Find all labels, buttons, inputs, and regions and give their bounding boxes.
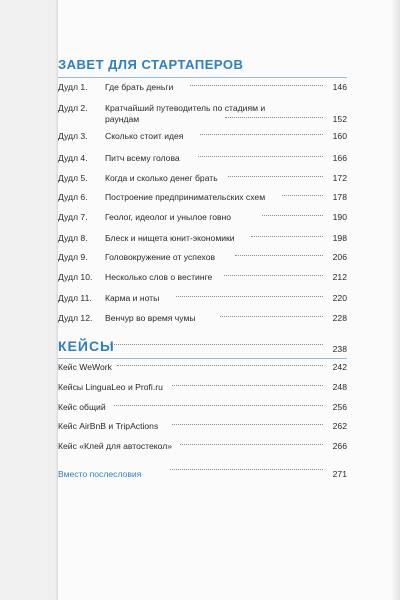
toc-entry-label: Дудл 4.	[58, 153, 88, 163]
section-title-startup-covenant: ЗАВЕТ ДЛЯ СТАРТАПЕРОВ	[58, 57, 244, 72]
toc-entry-title: Кейс WeWork	[58, 362, 112, 372]
page-number: 190	[332, 212, 347, 222]
section-divider	[58, 358, 347, 359]
page-number: 152	[332, 114, 347, 124]
leader-dots	[114, 405, 323, 406]
leader-dots	[282, 195, 323, 196]
toc-entry-title: Геолог, идеолог и унылое говно	[105, 212, 232, 222]
toc-entry-label: Дудл 1.	[58, 82, 88, 92]
page-number: 228	[332, 313, 347, 323]
toc-entry-label: Дудл 11.	[58, 293, 92, 303]
leader-dots	[117, 365, 323, 366]
toc-entry-title: Когда и сколько денег брать	[105, 173, 218, 183]
leader-dots	[190, 85, 323, 86]
toc-entry-label: Дудл 8.	[58, 233, 88, 243]
leader-dots	[198, 156, 323, 157]
page-number: 212	[332, 272, 347, 282]
page-spine-shadow	[392, 0, 400, 600]
page-number: 220	[332, 293, 347, 303]
leader-dots	[228, 176, 323, 177]
page-number: 172	[332, 173, 347, 183]
page-number: 256	[332, 402, 347, 412]
toc-entry-title: Где брать деньги	[105, 82, 174, 92]
page-number: 262	[332, 421, 347, 431]
leader-dots	[225, 117, 323, 118]
toc-entry-title: Кратчайший путеводитель по стадиям и раундам	[105, 103, 266, 124]
page-number: 242	[332, 362, 347, 372]
toc-entry-label: Дудл 9.	[58, 252, 88, 262]
page-number: 266	[332, 441, 347, 451]
page-number: 198	[332, 233, 347, 243]
page-number: 146	[332, 82, 347, 92]
leader-dots	[224, 275, 323, 276]
leader-dots	[110, 344, 323, 345]
toc-entry-label: Дудл 3.	[58, 131, 88, 141]
toc-entry-label: Дудл 5.	[58, 173, 88, 183]
page-number: 248	[332, 382, 347, 392]
page-number: 178	[332, 192, 347, 202]
toc-entry-label: Дудл 10.	[58, 272, 93, 282]
page-number: 271	[332, 469, 347, 479]
toc-entry-title: Несколько слов о вестинге	[105, 272, 213, 282]
page-number: 166	[332, 153, 347, 163]
toc-entry-title: Кейсы LinguaLeo и Profi.ru	[58, 382, 163, 392]
toc-entry-title: Кейс «Клей для автостекол»	[58, 441, 173, 451]
leader-dots	[180, 444, 323, 445]
leader-dots	[176, 296, 323, 297]
toc-entry-title: Сколько стоит идея	[105, 131, 184, 141]
toc-entry-title: Питч всему голова	[105, 153, 180, 163]
toc-entry-title: Построение предпринимательских схем	[105, 192, 266, 202]
leader-dots	[170, 469, 323, 470]
toc-entry-title: Карма и ноты	[105, 293, 160, 303]
leader-dots	[200, 134, 323, 135]
page-number: 238	[332, 344, 347, 354]
toc-entry-title: Кейс AirBnB и TripActions	[58, 421, 159, 431]
toc-entry-label: Дудл 6.	[58, 192, 88, 202]
section-divider	[58, 77, 347, 78]
toc-entry-title: Вместо послесловия	[58, 469, 142, 479]
toc-entry-title: Головокружение от успехов	[105, 252, 216, 262]
leader-dots	[262, 215, 323, 216]
toc-entry-label: Дудл 12.	[58, 313, 93, 323]
leader-dots	[251, 236, 323, 237]
page-number: 160	[332, 131, 347, 141]
leader-dots	[172, 385, 323, 386]
page-number: 206	[332, 252, 347, 262]
toc-entry-label: Дудл 7.	[58, 212, 88, 222]
leader-dots	[220, 316, 323, 317]
leader-dots	[172, 424, 323, 425]
toc-entry-title: Блеск и нищета юнит-экономики	[105, 233, 235, 243]
toc-entry-label: Дудл 2.	[58, 103, 88, 113]
toc-entry-title: Кейс общий	[58, 402, 106, 412]
leader-dots	[235, 255, 323, 256]
section-title-cases: КЕЙСЫ	[58, 338, 115, 354]
toc-entry-title: Венчур во время чумы	[105, 313, 196, 323]
